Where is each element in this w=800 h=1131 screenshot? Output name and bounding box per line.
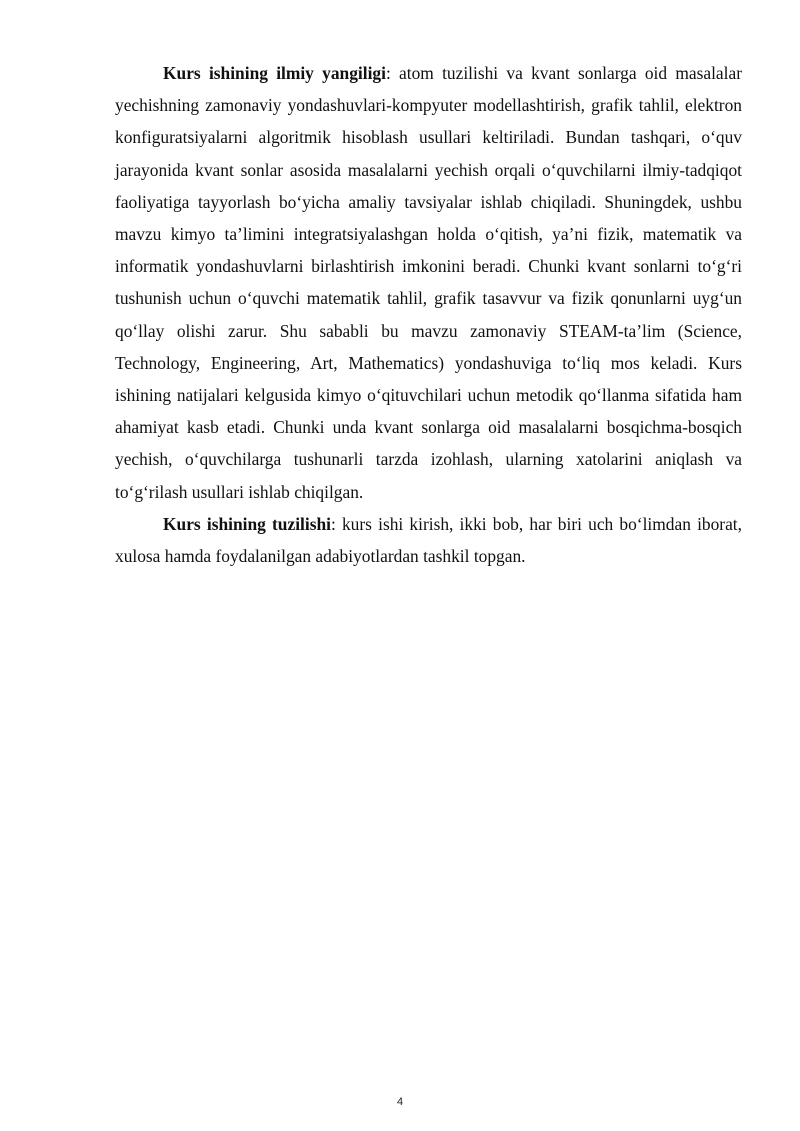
paragraph-structure: [115, 508, 742, 572]
page-number: 4: [396, 1096, 404, 1108]
document-body: [115, 57, 742, 572]
paragraph-scientific-novelty: [115, 57, 742, 508]
paragraph-text: : kurs ishi kirish, ikki bob, har biri uch bo‘limdan iborat, xulosa hamda foydalanilgan adabiyotlardan tashkil topgan.: [115, 513, 742, 567]
paragraph-text: : atom tuzilishi va kvant sonlarga oid masalalar yechishning zamonaviy yondashuvlari-kompyuter modellashtirish, grafik tahlil, elektron konfiguratsiyalarni algoritmik hisoblash usullari keltiriladi. Bundan tashqari, o‘quv jarayonida kvant sonlar asosida masalalarni yechish orqali o‘quvchilarni ilmiy-tadqiqot faoliyatiga tayyorlash bo‘yicha amaliy tavsiyalar ishlab chiqiladi. Shuningdek, ushbu mavzu kimyo ta’limini integratsiyalashgan holda o‘qitish, ya’ni fizik, matematik va informatik yondashuvlarni birlashtirish imkonini beradi. Chunki kvant sonlarni to‘g‘ri tushunish uchun o‘quvchi matematik tahlil, grafik tasavvur va fizik qonunlarni uyg‘un qo‘llay olishi zarur. Shu sababli bu mavzu zamonaviy STEAM-ta’lim (Science, Technology, Engineering, Art, Mathematics) yondashuviga to‘liq mos keladi. Kurs ishining natijalari kelgusida kimyo o‘qituvchilari uchun metodik qo‘llanma sifatida ham ahamiyat kasb etadi. Chunki unda kvant sonlarga oid masalalarni bosqichma-bosqich yechish, o‘quvchilarga tushunarli tarzda izohlash, ularning xatolarini aniqlash va to‘g‘rilash usullari ishlab chiqilgan.: [115, 63, 742, 502]
paragraph-heading: Kurs ishining ilmiy yangiligi: [163, 63, 386, 83]
paragraph-heading: Kurs ishining tuzilishi: [163, 513, 331, 534]
